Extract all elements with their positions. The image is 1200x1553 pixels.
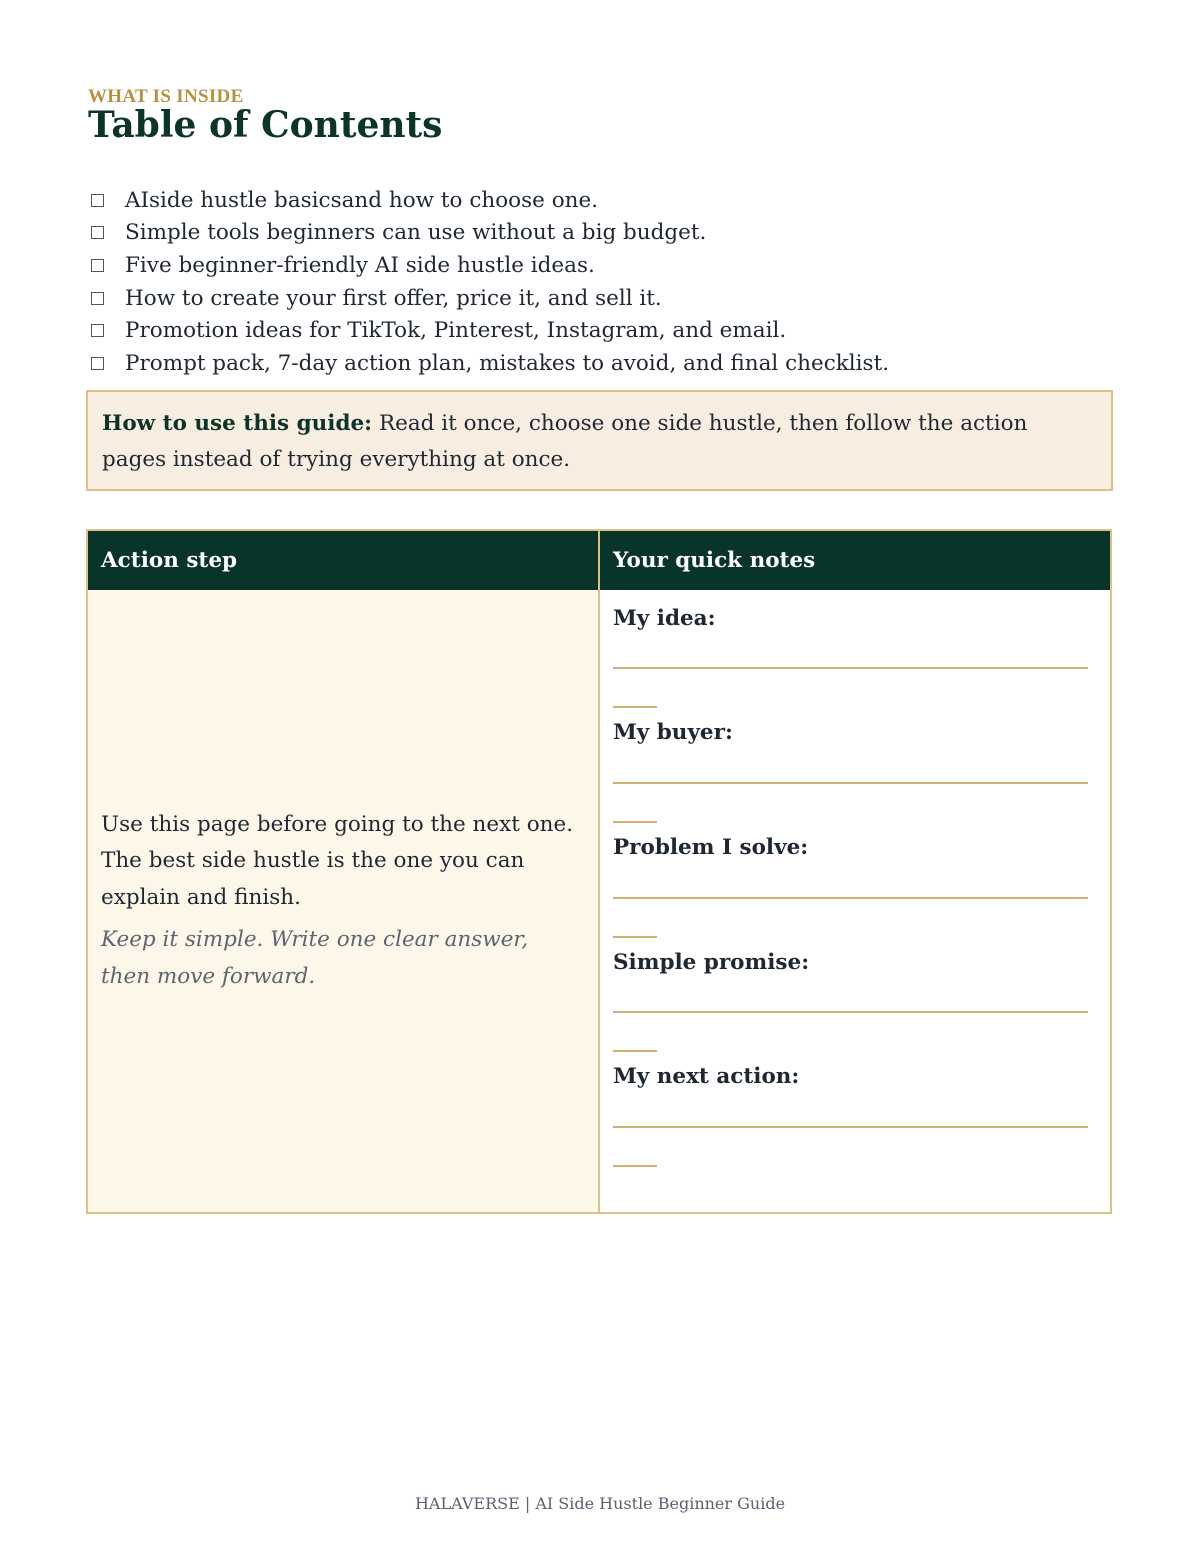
callout-text: Read it once, choose one side hustle, then follow the action pages instead of trying everything at once.	[102, 411, 1028, 472]
toc-item	[88, 347, 889, 380]
note-line-next-action-end[interactable]	[613, 1165, 657, 1167]
toc-list	[88, 184, 889, 380]
toc-item-text: How to create your first offer, price it, and sell it.	[125, 285, 662, 311]
note-line-buyer[interactable]	[613, 782, 1088, 784]
note-line-problem-end[interactable]	[613, 936, 657, 938]
table-body	[88, 590, 1110, 1212]
toc-item-text: AIside hustle basicsand how to choose one.	[125, 187, 599, 213]
page-footer: HALAVERSE | AI Side Hustle Beginner Guide	[414, 1494, 786, 1513]
usage-callout	[86, 390, 1113, 491]
callout-lead: How to use this guide:	[102, 411, 373, 436]
action-table	[86, 529, 1112, 1214]
note-label-buyer: My buyer:	[613, 720, 733, 745]
toc-item	[88, 282, 889, 315]
toc-item-text: Promotion ideas for TikTok, Pinterest, Instagram, and email.	[125, 318, 787, 344]
note-label-problem: Problem I solve:	[613, 835, 809, 860]
note-label-promise: Simple promise:	[613, 950, 810, 975]
note-label-next-action: My next action:	[613, 1064, 800, 1089]
checkbox-icon	[91, 226, 104, 239]
toc-item	[88, 217, 889, 250]
toc-item-text: Prompt pack, 7-day action plan, mistakes to avoid, and final checklist.	[125, 350, 890, 376]
checkbox-icon	[91, 194, 104, 207]
note-line-problem[interactable]	[613, 897, 1088, 899]
note-line-promise-end[interactable]	[613, 1050, 657, 1052]
toc-item-text: Simple tools beginners can use without a big budget.	[125, 220, 707, 246]
note-line-next-action[interactable]	[613, 1126, 1088, 1128]
note-line-promise[interactable]	[613, 1011, 1088, 1013]
toc-item	[88, 314, 889, 347]
page-title: Table of Contents	[88, 104, 443, 146]
checkbox-icon	[91, 324, 104, 337]
quick-notes-cell	[600, 590, 1110, 1212]
table-header	[88, 531, 1110, 590]
eyebrow-label: WHAT IS INSIDE	[88, 86, 244, 107]
action-step-cell	[88, 590, 600, 1212]
note-line-idea[interactable]	[613, 667, 1088, 669]
note-label-idea: My idea:	[613, 606, 716, 631]
action-text: Use this page before going to the next one. The best side hustle is the one you can explain and finish.	[101, 811, 574, 910]
header-quick-notes: Your quick notes	[613, 548, 816, 573]
toc-item	[88, 184, 889, 217]
checkbox-icon	[91, 292, 104, 305]
header-action-step: Action step	[88, 531, 600, 590]
checkbox-icon	[91, 357, 104, 370]
toc-item	[88, 249, 889, 282]
note-line-buyer-end[interactable]	[613, 821, 657, 823]
toc-item-text: Five beginner-friendly AI side hustle ideas.	[125, 252, 595, 278]
note-line-idea-end[interactable]	[613, 706, 657, 708]
checkbox-icon	[91, 259, 104, 272]
action-hint: Keep it simple. Write one clear answer, then move forward.	[101, 927, 529, 989]
